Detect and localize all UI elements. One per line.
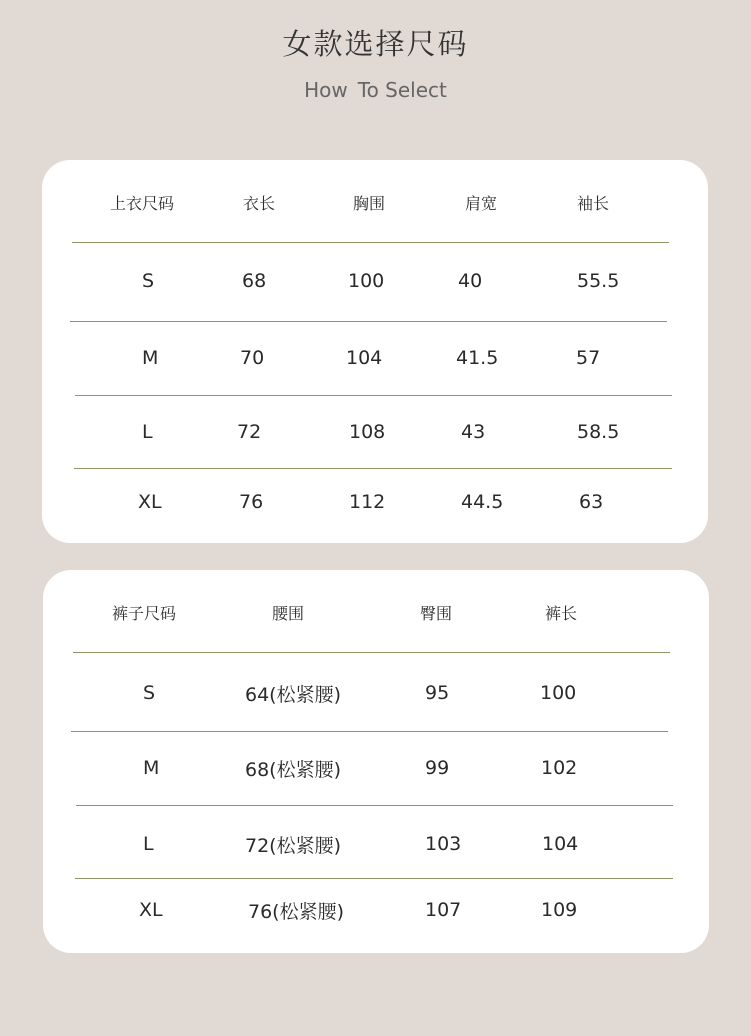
waist-cell: 68(松紧腰) <box>245 758 342 781</box>
subtitle-word-to-select: To Select <box>357 78 447 102</box>
length-cell: 70 <box>240 347 265 369</box>
table-row <box>42 482 708 522</box>
table-row <box>42 338 708 378</box>
chest-cell: 104 <box>346 347 383 369</box>
row-divider <box>72 242 669 243</box>
length-cell: 68 <box>242 270 267 292</box>
header-pants-size: 裤子尺码 <box>112 603 177 623</box>
table-row <box>42 412 708 452</box>
size-cell: XL <box>139 899 163 921</box>
hip-cell: 95 <box>425 682 450 704</box>
header-sleeve: 袖长 <box>577 193 610 213</box>
shoulder-cell: 44.5 <box>461 491 504 513</box>
sleeve-cell: 57 <box>576 347 601 369</box>
chest-cell: 112 <box>349 491 386 513</box>
hip-cell: 103 <box>425 833 462 855</box>
table-row <box>43 748 709 788</box>
chest-cell: 108 <box>349 421 386 443</box>
table-header-row <box>42 182 708 222</box>
size-cell: S <box>143 682 156 704</box>
row-divider <box>74 468 672 469</box>
subtitle-word-how: How <box>304 78 348 102</box>
pants-length-cell: 104 <box>542 833 579 855</box>
shoulder-cell: 41.5 <box>456 347 499 369</box>
row-divider <box>75 878 673 879</box>
length-cell: 72 <box>237 421 262 443</box>
header-hip: 臀围 <box>420 603 453 623</box>
header-shoulder: 肩宽 <box>465 193 498 213</box>
row-divider <box>73 652 670 653</box>
size-cell: L <box>143 833 154 855</box>
top-size-table <box>42 160 708 543</box>
header-chest: 胸围 <box>353 193 386 213</box>
shoulder-cell: 40 <box>458 270 483 292</box>
length-cell: 76 <box>239 491 264 513</box>
waist-cell: 72(松紧腰) <box>245 834 342 857</box>
row-divider <box>70 321 667 322</box>
pants-length-cell: 102 <box>541 757 578 779</box>
pants-size-table <box>43 570 709 953</box>
sleeve-cell: 55.5 <box>577 270 620 292</box>
page-subtitle <box>0 78 751 102</box>
header-top-size: 上衣尺码 <box>110 193 175 213</box>
header-pants-length: 裤长 <box>545 603 578 623</box>
row-divider <box>75 395 672 396</box>
row-divider <box>76 805 673 806</box>
waist-cell: 64(松紧腰) <box>245 683 342 706</box>
table-header-row <box>43 592 709 632</box>
chest-cell: 100 <box>348 270 385 292</box>
table-row <box>43 673 709 713</box>
hip-cell: 99 <box>425 757 450 779</box>
table-row <box>42 261 708 301</box>
hip-cell: 107 <box>425 899 462 921</box>
size-cell: S <box>142 270 155 292</box>
header-length: 衣长 <box>243 193 276 213</box>
shoulder-cell: 43 <box>461 421 486 443</box>
page-title: 女款选择尺码 <box>282 27 469 61</box>
pants-length-cell: 100 <box>540 682 577 704</box>
table-row <box>43 824 709 864</box>
row-divider <box>71 731 668 732</box>
size-cell: XL <box>138 491 162 513</box>
sleeve-cell: 58.5 <box>577 421 620 443</box>
size-cell: L <box>142 421 153 443</box>
waist-cell: 76(松紧腰) <box>248 900 345 923</box>
sleeve-cell: 63 <box>579 491 604 513</box>
size-cell: M <box>142 347 159 369</box>
size-cell: M <box>143 757 160 779</box>
header-waist: 腰围 <box>272 603 305 623</box>
table-row <box>43 890 709 930</box>
pants-length-cell: 109 <box>541 899 578 921</box>
